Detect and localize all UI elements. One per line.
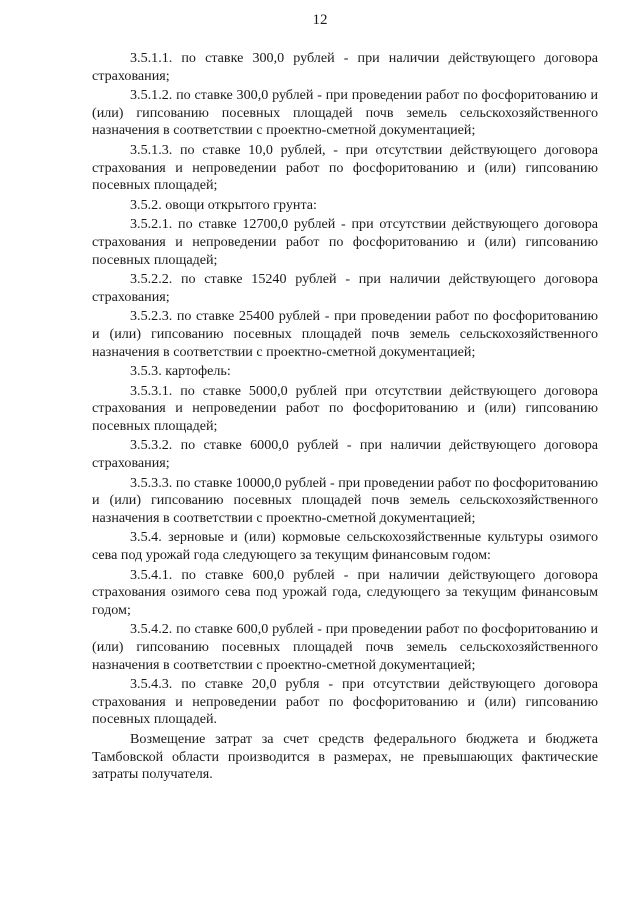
paragraph-reimbursement: Возмещение затрат за счет средств федерального бюджета и бюджета Тамбовской области производится в размерах, не превышающих фактические затраты получателя. [92,730,598,783]
paragraph-3-5-4-1: 3.5.4.1. по ставке 600,0 рублей - при наличии действующего договора страхования озимого сева под урожай года, следующего за текущим финансовым годом; [92,566,598,618]
paragraph-3-5-4-3: 3.5.4.3. по ставке 20,0 рубля - при отсутствии действующего договора страхования и непроведении работ по фосфоритованию и (или) гипсованию посевных площадей. [92,676,598,728]
paragraph-3-5-3-2: 3.5.3.2. по ставке 6000,0 рублей - при наличии действующего договора страхования; [92,437,598,472]
paragraph-3-5-3: 3.5.3. картофель: [130,363,231,380]
paragraph-3-5-2: 3.5.2. овощи открытого грунта: [130,196,317,213]
paragraph-3-5-1-1: 3.5.1.1. по ставке 300,0 рублей - при наличии действующего договора страхования; [92,50,598,84]
paragraph-3-5-3-1: 3.5.3.1. по ставке 5000,0 рублей при отсутствии действующего договора страхования и непроведении работ по фосфоритованию и (или) гипсованию посевных площадей; [92,382,598,434]
paragraph-3-5-1-2: 3.5.1.2. по ставке 300,0 рублей - при проведении работ по фосфоритованию и (или) гипсованию посевных площадей почв земель сельскохозяйственного назначения в соответствии с проектно-сметной документацией; [92,87,598,139]
paragraph-3-5-2-2: 3.5.2.2. по ставке 15240 рублей - при наличии действующего договора страхования; [92,271,598,305]
paragraph-3-5-4: 3.5.4. зерновые и (или) кормовые сельскохозяйственные культуры озимого сева под урожай года следующего за текущим финансовым годом: [92,529,598,564]
page-number: 12 [312,12,328,28]
document-body [92,50,598,784]
paragraph-3-5-2-3: 3.5.2.3. по ставке 25400 рублей - при проведении работ по фосфоритованию и (или) гипсованию посевных площадей почв земель сельскохозяйственного назначения в соответствии с проектно-сметной документацией; [92,308,598,360]
paragraph-3-5-1-3: 3.5.1.3. по ставке 10,0 рублей, - при отсутствии действующего договора страхования и непроведении работ по фосфоритованию и (или) гипсованию посевных площадей; [92,141,598,194]
paragraph-3-5-4-2: 3.5.4.2. по ставке 600,0 рублей - при проведении работ по фосфоритованию и (или) гипсованию посевных площадей почв земель сельскохозяйственного назначения в соответствии с проектно-сметной документацией; [92,621,598,673]
paragraph-3-5-2-1: 3.5.2.1. по ставке 12700,0 рублей - при отсутствии действующего договора страхования и непроведении работ по фосфоритованию и (или) гипсованию посевных площадей; [92,216,598,268]
paragraph-3-5-3-3: 3.5.3.3. по ставке 10000,0 рублей - при проведении работ по фосфоритованию и (или) гипсованию посевных площадей почв земель сельскохозяйственного назначения в соответствии с проектно-сметной документацией; [92,474,598,526]
